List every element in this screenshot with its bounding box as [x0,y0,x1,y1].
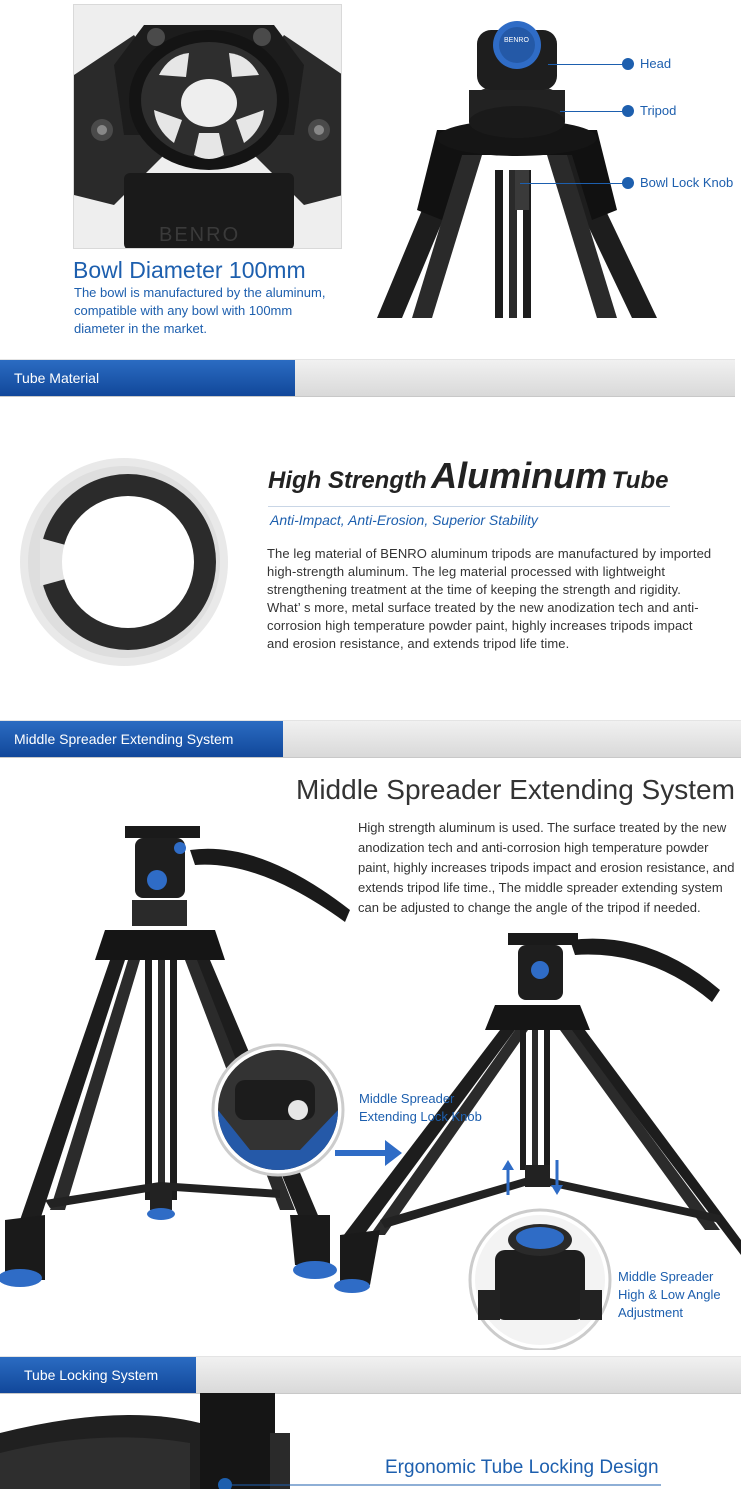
callout-dot-tripod [622,105,634,117]
callout-line-head [548,64,626,65]
bowl-title: Bowl Diameter 100mm [73,257,306,283]
section-title-tube-material: Tube Material [14,370,100,386]
tube-cross-section [20,458,228,666]
section-title-middle-spreader: Middle Spreader Extending System [14,731,234,747]
head-logo-text: BENRO [504,37,529,44]
section-tab-tube-material [0,360,295,396]
tube-heading [268,455,668,497]
bowl-description: The bowl is manufactured by the aluminum, compatible with any bowl with 100mm diameter in the market. [74,285,326,336]
callout-dot-head [622,58,634,70]
tube-subheading: Anti-Impact, Anti-Erosion, Superior Stability [270,512,538,528]
callout-label-head: Head [640,56,672,71]
callout-line-bowl-lock-knob [520,183,626,184]
tube-heading-word3: Tube [611,467,669,494]
section-tab-middle-spreader [0,721,283,757]
callout-label-tripod: Tripod [640,103,677,118]
spreader-body-text: High strength aluminum is used. The surface treated by the new anodization tech and anti-corrosion high temperature powder paint, highly increases tripods impact and erosion resistance, and extends tripod life time., The middle spreader extending system can be adjusted to change the angle of the tripod if needed. [358,820,735,915]
label-adjustment: Middle Spreader High & Low Angle Adjustment [618,1269,721,1320]
section-bar-middle-spreader [0,720,741,758]
tube-heading-rule [268,506,670,507]
bowl-photo [73,4,342,249]
label-lock-knob: Middle Spreader Extending Lock Knob [359,1091,482,1124]
lock-knob-zoom [213,1045,343,1175]
spreader-heading: Middle Spreader Extending System [296,774,735,805]
tube-heading-word2: Aluminum [431,455,608,496]
tube-body-text: The leg material of BENRO aluminum tripods are manufactured by imported high-strength aluminum. The leg material processed with lightweight strengthening treatment at the time of keeping the strength and rigidity. What’ s more, metal surface treated by the new anodization tech and anti-corrosion high temperature powder paint, highly increases tripods impact and erosion resistance, and extends tripod life time. [267,546,712,651]
section-bar-tube-locking [0,1356,741,1394]
tube-cross-section-graphic [20,458,228,666]
bowl-illustration [74,5,342,249]
callout-label-bowl-lock-knob: Bowl Lock Knob [640,175,734,190]
callout-dot-bowl-lock-knob [622,177,634,189]
locking-title: Ergonomic Tube Locking Design [385,1457,659,1478]
bowl-logo-text: BENRO [159,224,241,246]
tube-heading-word1: High Strength [268,467,427,494]
callout-line-tripod [560,111,626,112]
section-tab-tube-locking [0,1357,196,1393]
adjustment-zoom [470,1210,610,1350]
section-title-tube-locking: Tube Locking System [24,1367,159,1383]
section-bar-tube-material [0,359,735,397]
